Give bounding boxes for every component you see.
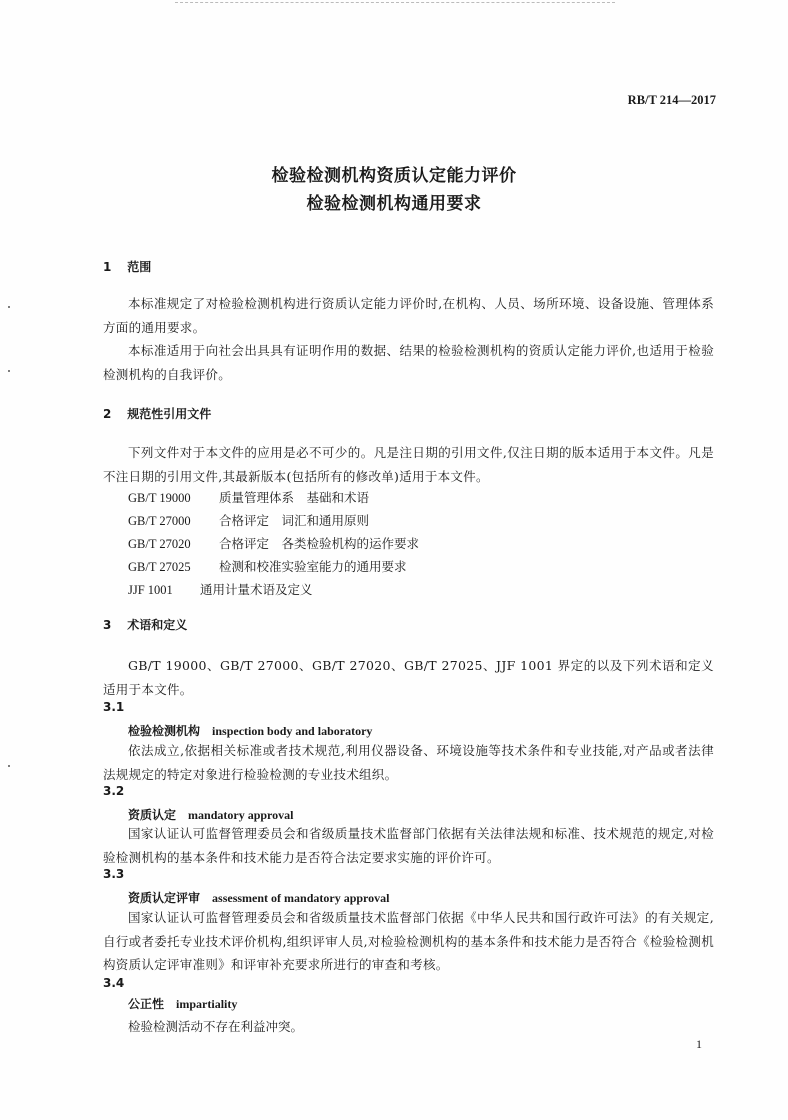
scan-speck: [8, 306, 10, 308]
section-title: 术语和定义: [127, 618, 188, 632]
section-2-paragraph-1: 下列文件对于本文件的应用是必不可少的。凡是注日期的引用文件,仅注日期的版本适用于本文件。凡是不注日期的引用文件,其最新版本(包括所有的修改单)适用于本文件。: [103, 445, 714, 484]
reference-title: 合格评定 词汇和通用原则: [219, 513, 370, 528]
reference-code: JJF 1001: [128, 583, 173, 597]
term-definition: 国家认证认可监督管理委员会和省级质量技术监督部门依据《中华人民共和国行政许可法》的有关规定,自行或者委托专业技术评价机构,组织评审人员,对检验检测机构的基本条件和技术能力是否符合《检验检测机构资质认定评审准则》和评审补充要求所进行的审查和考核。: [103, 910, 714, 972]
reference-title: 质量管理体系 基础和术语: [219, 490, 370, 505]
term-en: inspection body and laboratory: [212, 724, 373, 738]
term-definition: 检验检测活动不存在利益冲突。: [128, 1019, 304, 1034]
reference-item: [128, 511, 369, 529]
section-number: 1: [103, 260, 112, 274]
term-zh: 检验检测机构: [128, 724, 201, 738]
term-en: mandatory approval: [188, 808, 294, 822]
reference-code: GB/T 27025: [128, 560, 191, 574]
section-1-heading: [103, 258, 151, 275]
term-number: 3.3: [103, 867, 125, 881]
term-zh: 资质认定: [128, 808, 177, 822]
reference-title: 通用计量术语及定义: [200, 582, 313, 597]
reference-item: [128, 534, 419, 552]
reference-title: 检测和校准实验室能力的通用要求: [219, 559, 407, 574]
page-number: 1: [696, 1037, 702, 1051]
document-code: RB/T 214—2017: [627, 93, 716, 107]
reference-item: [128, 557, 407, 575]
term-heading: [128, 806, 294, 823]
section-1-paragraph-2: 本标准适用于向社会出具具有证明作用的数据、结果的检验检测机构的资质认定能力评价,也适用于检验检测机构的自我评价。: [103, 343, 714, 382]
term-heading: [128, 995, 237, 1012]
term-en: assessment of mandatory approval: [212, 891, 390, 905]
top-dashed-rule: [175, 2, 615, 3]
term-number: 3.4: [103, 976, 125, 990]
reference-item: [128, 580, 313, 598]
term-heading: [128, 889, 389, 906]
term-zh: 公正性: [128, 997, 165, 1011]
scan-speck: [8, 765, 10, 767]
section-3-paragraph-1: GB/T 19000、GB/T 27000、GB/T 27020、GB/T 27025、JJF 1001 界定的以及下列术语和定义适用于本文件。: [103, 658, 714, 697]
document-title-line2: 检验检测机构通用要求: [306, 194, 482, 214]
section-1-paragraph-1: 本标准规定了对检验检测机构进行资质认定能力评价时,在机构、人员、场所环境、设备设施、管理体系方面的通用要求。: [103, 296, 714, 335]
term-en: impartiality: [176, 997, 238, 1011]
reference-code: GB/T 19000: [128, 491, 191, 505]
reference-title: 合格评定 各类检验机构的运作要求: [219, 536, 420, 551]
scan-speck: [8, 370, 10, 372]
reference-code: GB/T 27000: [128, 514, 191, 528]
term-number: 3.1: [103, 700, 125, 714]
section-number: 3: [103, 618, 112, 632]
section-2-heading: [103, 405, 211, 422]
term-heading: [128, 722, 372, 739]
section-title: 规范性引用文件: [127, 407, 212, 421]
section-3-heading: [103, 616, 187, 633]
term-definition: 国家认证认可监督管理委员会和省级质量技术监督部门依据有关法律法规和标准、技术规范的规定,对检验检测机构的基本条件和技术能力是否符合法定要求实施的评价许可。: [103, 826, 714, 865]
term-zh: 资质认定评审: [128, 891, 201, 905]
section-number: 2: [103, 407, 112, 421]
reference-code: GB/T 27020: [128, 537, 191, 551]
section-title: 范围: [127, 260, 152, 274]
document-title-line1: 检验检测机构资质认定能力评价: [271, 166, 517, 186]
term-number: 3.2: [103, 784, 125, 798]
reference-item: [128, 488, 369, 506]
term-definition: 依法成立,依据相关标准或者技术规范,利用仪器设备、环境设施等技术条件和专业技能,对产品或者法律法规规定的特定对象进行检验检测的专业技术组织。: [103, 743, 714, 782]
